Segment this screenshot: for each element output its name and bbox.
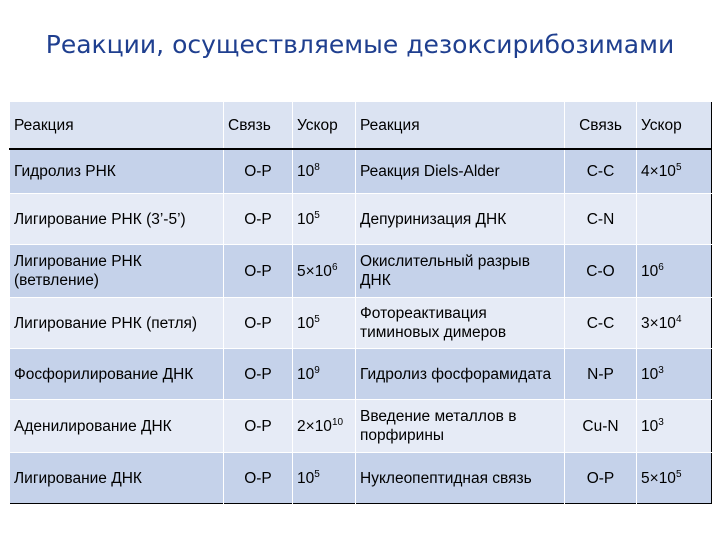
acceleration-cell (637, 194, 712, 245)
acceleration-exponent: 3 (658, 364, 664, 376)
reaction-name: Аденилирование ДНК (10, 400, 224, 453)
header-bond: Связь (565, 102, 637, 150)
acceleration-exponent: 5 (314, 313, 320, 325)
reaction-name: Гидролиз РНК (10, 149, 224, 194)
acceleration-exponent: 5 (314, 209, 320, 221)
bond-type: C-O (565, 245, 637, 298)
bond-type: O-P (224, 245, 293, 298)
acceleration-base: 10 (641, 417, 659, 435)
acceleration-exponent: 6 (331, 261, 338, 273)
reaction-name: Введение металлов в порфирины (356, 400, 565, 453)
table-row (10, 149, 712, 194)
acceleration-cell (637, 349, 712, 400)
table-row (10, 400, 712, 453)
slide-title: Реакции, осуществляемые дезоксирибозимами (45, 30, 675, 59)
table-row (10, 349, 712, 400)
acceleration-exponent: 3 (658, 416, 664, 428)
acceleration-base: 10 (297, 314, 315, 332)
reaction-name: Депуринизация ДНК (356, 194, 565, 245)
reaction-name: Фосфорилирование ДНК (10, 349, 224, 400)
acceleration-exponent: 5 (675, 468, 682, 480)
header-bond: Связь (224, 102, 293, 150)
acceleration-cell (637, 298, 712, 349)
header-reaction: Реакция (356, 102, 565, 150)
acceleration-multiplier: 2× (297, 417, 315, 435)
table-row (10, 453, 712, 504)
bond-type: O-P (224, 400, 293, 453)
acceleration-base: 10 (641, 262, 659, 280)
acceleration-cell (293, 349, 356, 400)
acceleration-base: 10 (297, 210, 315, 228)
acceleration-base: 10 (297, 469, 315, 487)
table-header-row (10, 102, 712, 150)
acceleration-base: 10 (297, 365, 315, 383)
acceleration-base: 10 (641, 365, 659, 383)
header-acceleration: Ускор (293, 102, 356, 150)
acceleration-multiplier: 5× (297, 262, 315, 280)
acceleration-exponent: 8 (314, 161, 320, 173)
header-reaction: Реакция (10, 102, 224, 150)
acceleration-cell (293, 453, 356, 504)
bond-type: O-P (224, 298, 293, 349)
acceleration-base: 10 (658, 314, 676, 332)
table-row (10, 298, 712, 349)
acceleration-cell (293, 149, 356, 194)
bond-type: C-C (565, 298, 637, 349)
reaction-name: Реакция Diels-Alder (356, 149, 565, 194)
acceleration-cell (293, 298, 356, 349)
table-row (10, 194, 712, 245)
acceleration-multiplier: 3× (641, 314, 659, 332)
bond-type: O-P (224, 453, 293, 504)
bond-type: C-N (565, 194, 637, 245)
bond-type: O-P (224, 349, 293, 400)
reaction-name: Нуклеопептидная связь (356, 453, 565, 504)
acceleration-exponent: 5 (675, 161, 682, 173)
acceleration-cell (293, 245, 356, 298)
acceleration-multiplier: 4× (641, 163, 659, 180)
reaction-name: Лигирование РНК (3’-5’) (10, 194, 224, 245)
bond-type: O-P (565, 453, 637, 504)
reaction-name: Фотореактивация тиминовых димеров (356, 298, 565, 349)
reaction-name: Окислительный разрыв ДНК (356, 245, 565, 298)
acceleration-exponent: 4 (675, 313, 682, 325)
acceleration-base: 10 (297, 163, 315, 180)
reaction-name: Гидролиз фосфорамидата (356, 349, 565, 400)
acceleration-cell (293, 194, 356, 245)
acceleration-cell (637, 245, 712, 298)
acceleration-base: 10 (314, 262, 332, 280)
reaction-name: Лигирование ДНК (10, 453, 224, 504)
acceleration-exponent: 9 (314, 364, 320, 376)
bond-type: C-C (565, 149, 637, 194)
reactions-table (9, 101, 712, 504)
acceleration-base: 10 (658, 469, 676, 487)
acceleration-exponent: 5 (314, 468, 320, 480)
acceleration-cell (637, 400, 712, 453)
acceleration-exponent: 6 (658, 261, 664, 273)
acceleration-base: 10 (314, 417, 332, 435)
table-row (10, 245, 712, 298)
reaction-name: Лигирование РНК (ветвление) (10, 245, 224, 298)
bond-type: O-P (224, 149, 293, 194)
acceleration-multiplier: 5× (641, 469, 659, 487)
acceleration-base: 10 (658, 163, 676, 180)
acceleration-cell (293, 400, 356, 453)
bond-type: N-P (565, 349, 637, 400)
bond-type: Cu-N (565, 400, 637, 453)
reaction-name: Лигирование РНК (петля) (10, 298, 224, 349)
header-acceleration: Ускор (637, 102, 712, 150)
bond-type: O-P (224, 194, 293, 245)
acceleration-cell (637, 149, 712, 194)
acceleration-exponent: 10 (331, 416, 344, 428)
acceleration-cell (637, 453, 712, 504)
